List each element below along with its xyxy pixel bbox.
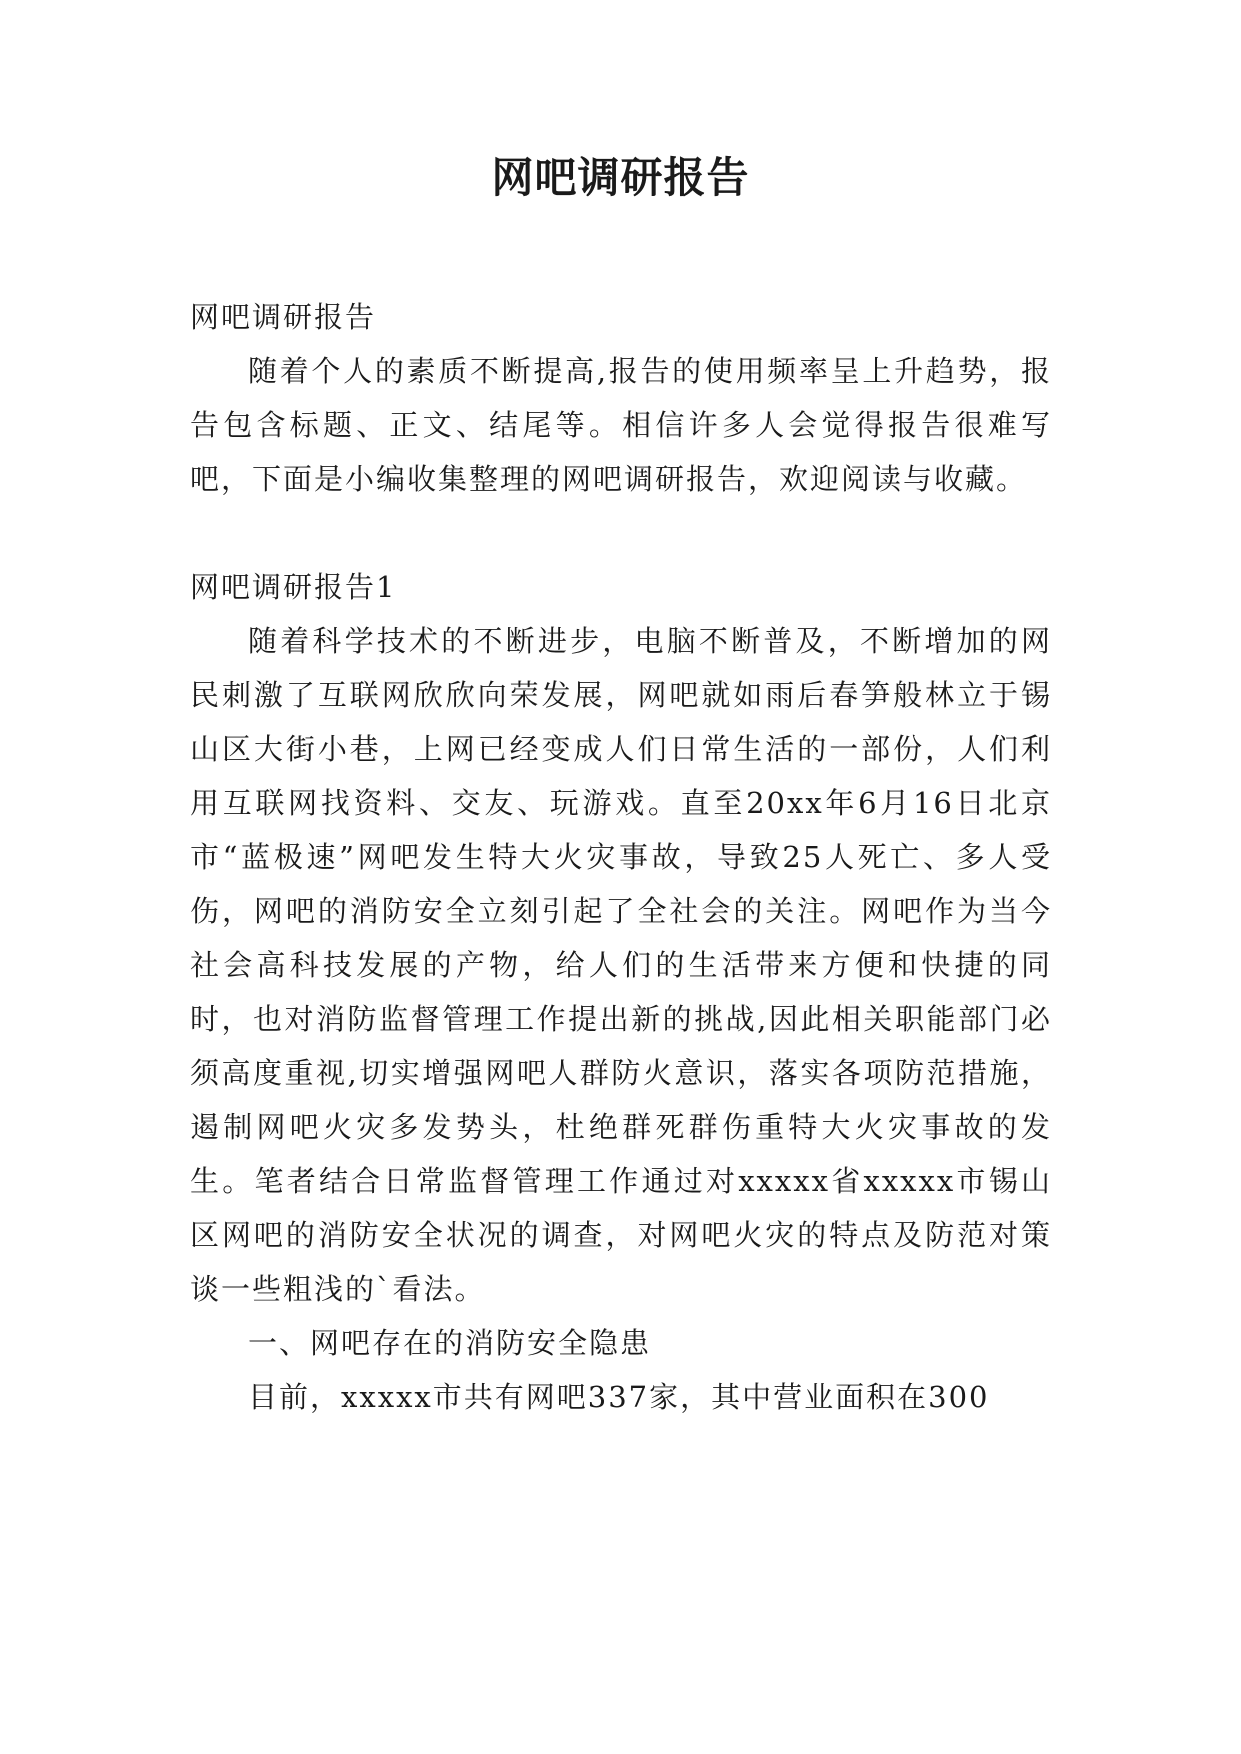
- intro-heading: 网吧调研报告: [190, 300, 377, 334]
- report-1-paragraph: 随着科学技术的不断进步，电脑不断普及，不断增加的网民刺激了互联网欣欣向荣发展，网吧就如雨后春笋般林立于锡山区大街小巷，上网已经变成人们日常生活的一部份，人们利用互联网找资料、交友、玩游戏。直至20xx年6月16日北京市“蓝极速”网吧发生特大火灾事故，导致25人死亡、多人受伤，网吧的消防安全立刻引起了全社会的关注。网吧作为当今社会高科技发展的产物，给人们的生活带来方便和快捷的同时，也对消防监督管理工作提出新的挑战,因此相关职能部门必须高度重视,切实增强网吧人群防火意识，落实各项防范措施，遏制网吧火灾多发势头，杜绝群死群伤重特大火灾事故的发生。笔者结合日常监督管理工作通过对xxxxx省xxxxx市锡山区网吧的消防安全状况的调查，对网吧火灾的特点及防范对策谈一些粗浅的`看法。: [190, 624, 1052, 1306]
- document-title: 网吧调研报告: [491, 153, 750, 202]
- section-heading: 一、网吧存在的消防安全隐患: [248, 1326, 652, 1360]
- section-paragraph: 目前，xxxxx市共有网吧337家，其中营业面积在300: [248, 1380, 990, 1414]
- document-body: [190, 290, 1052, 1424]
- intro-paragraph: 随着个人的素质不断提高,报告的使用频率呈上升趋势，报告包含标题、正文、结尾等。相信许多人会觉得报告很难写吧，下面是小编收集整理的网吧调研报告，欢迎阅读与收藏。: [190, 354, 1052, 496]
- report-1-heading: 网吧调研报告1: [190, 570, 397, 604]
